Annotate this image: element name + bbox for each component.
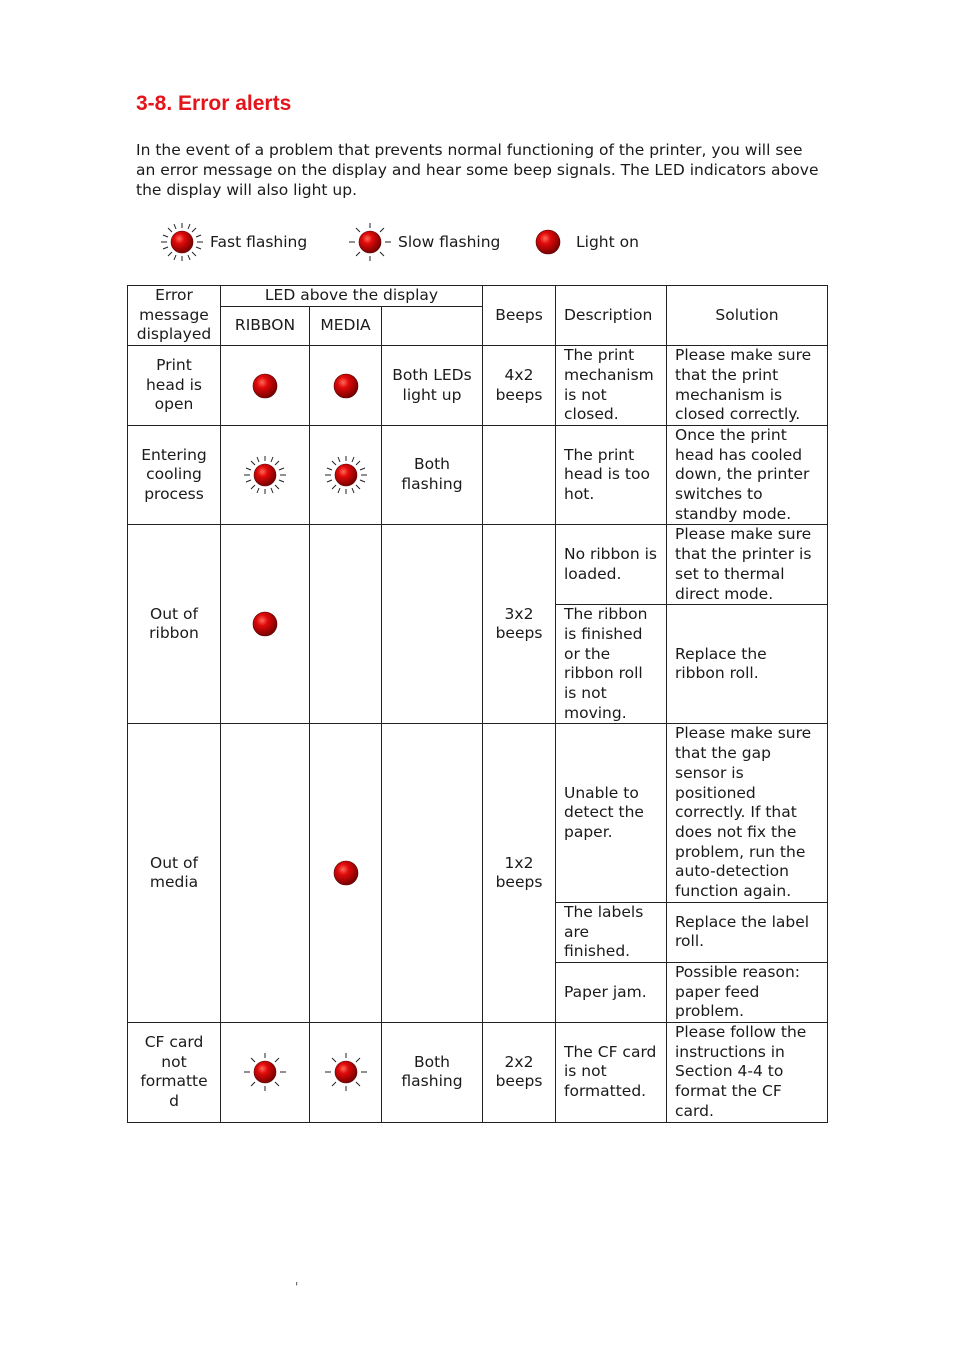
- fast-flashing-led-icon: [243, 1052, 287, 1092]
- legend-on: [526, 222, 639, 262]
- light-on-led-icon: [250, 371, 280, 401]
- description-cell: The print head is too hot.: [556, 425, 667, 525]
- header-solution: Solution: [667, 286, 828, 346]
- error-cell: Print head is open: [128, 346, 221, 426]
- fast-flashing-led-icon: [160, 222, 204, 262]
- beeps-cell: [483, 425, 556, 525]
- footer-mark: ': [295, 1280, 299, 1294]
- error-cell: Entering cooling process: [128, 425, 221, 525]
- light-on-led-icon: [331, 858, 361, 888]
- header-media: MEDIA: [310, 307, 382, 346]
- led-note-cell: [382, 724, 483, 1023]
- slow-flashing-led-icon: [243, 455, 287, 495]
- header-beeps: Beeps: [483, 286, 556, 346]
- header-error: Error message displayed: [128, 286, 221, 346]
- led-note-cell: Both flashing: [382, 425, 483, 525]
- beeps-cell: 2x2 beeps: [483, 1023, 556, 1123]
- light-on-led-icon: [526, 222, 570, 262]
- beeps-cell: 1x2 beeps: [483, 724, 556, 1023]
- header-led: LED above the display: [221, 286, 483, 307]
- solution-cell: Replace the ribbon roll.: [667, 605, 828, 724]
- ribbon-led-cell: [221, 1023, 310, 1123]
- header-ribbon: RIBBON: [221, 307, 310, 346]
- legend-slow: [348, 222, 500, 262]
- ribbon-led-cell: [221, 525, 310, 724]
- legend-slow-label: Slow flashing: [398, 233, 501, 251]
- description-cell: Unable to detect the paper.: [556, 724, 667, 902]
- beeps-cell: 4x2 beeps: [483, 346, 556, 426]
- header-description: Description: [556, 286, 667, 346]
- solution-cell: Once the print head has cooled down, the printer switches to standby mode.: [667, 425, 828, 525]
- table-row: [128, 1023, 828, 1123]
- description-cell: The ribbon is finished or the ribbon roll is not moving.: [556, 605, 667, 724]
- solution-cell: Please make sure that the printer is set to thermal direct mode.: [667, 525, 828, 605]
- media-led-cell: [310, 525, 382, 724]
- solution-cell: Please make sure that the gap sensor is positioned correctly. If that does not fix the problem, run the auto-detection function again.: [667, 724, 828, 902]
- slow-flashing-led-icon: [348, 222, 392, 262]
- table-row: [128, 425, 828, 525]
- legend-on-label: Light on: [576, 233, 639, 251]
- page-title: 3-8. Error alerts: [136, 92, 292, 115]
- media-led-cell: [310, 724, 382, 1023]
- ribbon-led-cell: [221, 724, 310, 1023]
- intro-paragraph: In the event of a problem that prevents normal functioning of the printer, you will see an error message on the display and hear some beep signals. The LED indicators above the display will also light up.: [136, 141, 819, 199]
- ribbon-led-cell: [221, 425, 310, 525]
- led-note-cell: Both LEDs light up: [382, 346, 483, 426]
- description-cell: The CF card is not formatted.: [556, 1023, 667, 1123]
- description-cell: No ribbon is loaded.: [556, 525, 667, 605]
- table-row: [128, 346, 828, 426]
- media-led-cell: [310, 1023, 382, 1123]
- description-cell: Paper jam.: [556, 962, 667, 1022]
- description-cell: The print mechanism is not closed.: [556, 346, 667, 426]
- media-led-cell: [310, 346, 382, 426]
- light-on-led-icon: [250, 609, 280, 639]
- slow-flashing-led-icon: [324, 455, 368, 495]
- legend-fast: [160, 222, 307, 262]
- led-note-cell: Both flashing: [382, 1023, 483, 1123]
- light-on-led-icon: [331, 371, 361, 401]
- legend-fast-label: Fast flashing: [210, 233, 308, 251]
- header-led-blank: [382, 307, 483, 346]
- error-cell: CF card not formatte d: [128, 1023, 221, 1123]
- ribbon-led-cell: [221, 346, 310, 426]
- beeps-cell: 3x2 beeps: [483, 525, 556, 724]
- table-row: [128, 525, 828, 605]
- error-alerts-table: [127, 285, 828, 1123]
- solution-cell: Replace the label roll.: [667, 902, 828, 962]
- error-cell: Out of ribbon: [128, 525, 221, 724]
- description-cell: The labels are finished.: [556, 902, 667, 962]
- led-note-cell: [382, 525, 483, 724]
- fast-flashing-led-icon: [324, 1052, 368, 1092]
- solution-cell: Please make sure that the print mechanism is closed correctly.: [667, 346, 828, 426]
- table-row: [128, 724, 828, 902]
- solution-cell: Possible reason: paper feed problem.: [667, 962, 828, 1022]
- error-cell: Out of media: [128, 724, 221, 1023]
- media-led-cell: [310, 425, 382, 525]
- solution-cell: Please follow the instructions in Section 4-4 to format the CF card.: [667, 1023, 828, 1123]
